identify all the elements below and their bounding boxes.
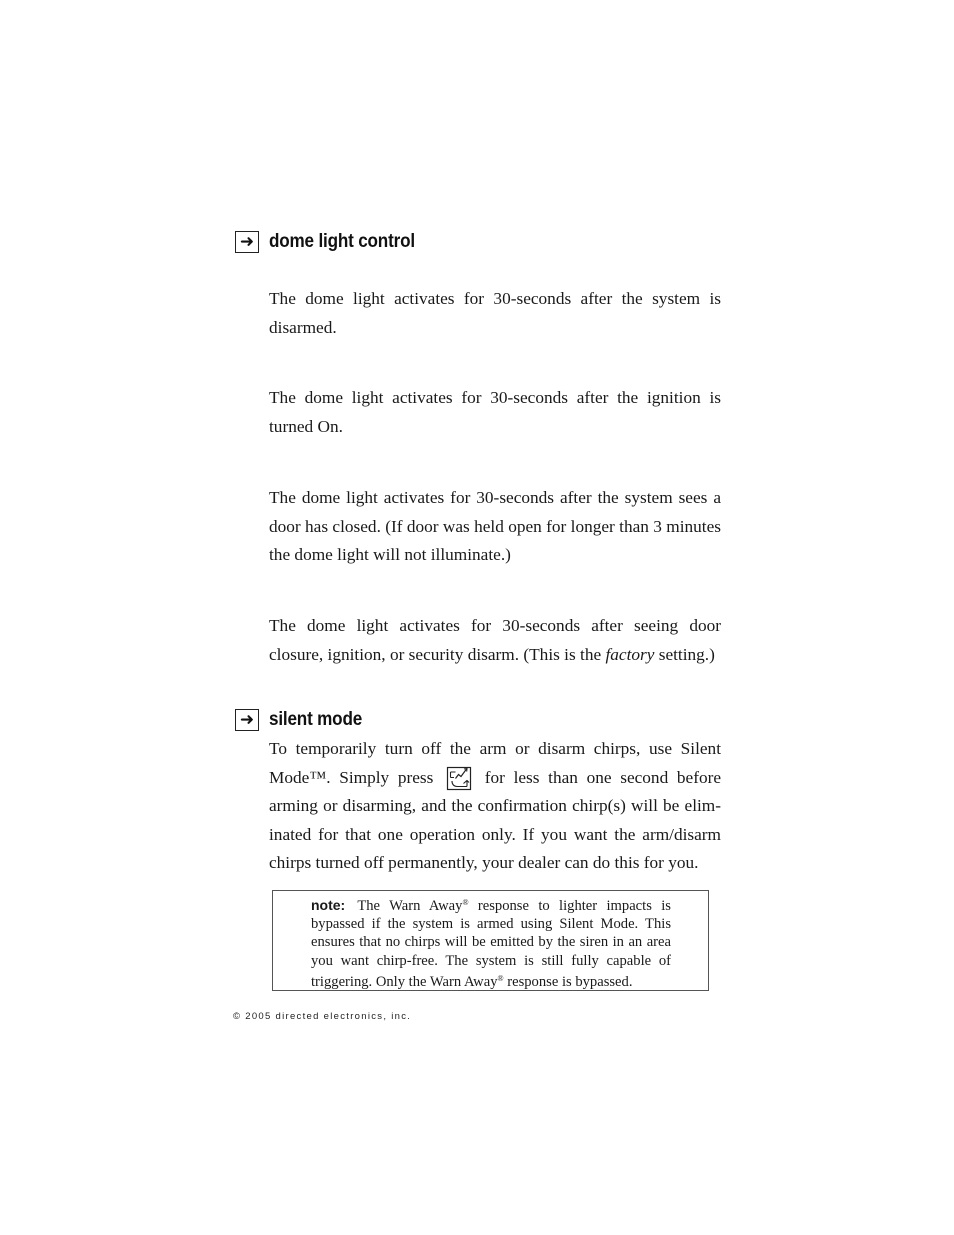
paragraph-4-text-end: setting.) [654, 644, 715, 664]
arrow-right-icon: ➜ [235, 709, 259, 731]
arrow-right-icon: ➜ [235, 231, 259, 253]
note-text-part-3: response is bypassed. [503, 973, 633, 990]
dome-light-paragraph-1: The dome light activates for 30-seconds after the system is disarmed. [269, 289, 721, 337]
remote-button-icon [446, 765, 472, 791]
dome-light-paragraph-4 [269, 612, 721, 669]
paragraph-4-text-start: The dome light activates for 30-seconds after seeing door closure, ignition, or security disarm. (This is the [269, 616, 721, 664]
note-text-part-1: The Warn Away [357, 898, 463, 914]
silent-mode-paragraph [269, 735, 721, 878]
factory-emphasis: factory [605, 644, 655, 664]
note-text [311, 894, 671, 991]
registered-mark: ® [497, 973, 504, 983]
dome-light-heading-text: dome light control [269, 231, 415, 252]
dome-light-heading [235, 229, 431, 255]
registered-mark: ® [462, 898, 469, 907]
note-box [272, 890, 709, 991]
note-text-part-2: response to lighter impacts is bypassed if the system is armed using Silent Mode. This ensures that no chirps will be emitted by the siren in an area you want chirp-free. The system is still fully capable of triggering. Only the Warn Away [311, 898, 671, 990]
note-label: note: [311, 897, 346, 913]
silent-mode-text-end: for less than one second before arming or disarming, and the confirmation chirp(s) will be elim-inated for that one operation only. If you want the arm/disarm chirps turned off permanently, your dealer can do this for you. [269, 767, 722, 872]
dome-light-paragraph-2: The dome light activates for 30-seconds after the ignition is turned On. [269, 388, 721, 436]
silent-mode-text-start: To temporarily turn off the arm or disarm chirps, use Silent Mode™. Simply press [269, 739, 721, 787]
dome-light-paragraph-3: The dome light activates for 30-seconds after the system sees a door has closed. (If door was held open for longer than 3 minutes the dome light will not illuminate.) [269, 488, 721, 564]
silent-mode-heading-text: silent mode [269, 709, 363, 730]
copyright-footer: © 2005 directed electronics, inc. [233, 1011, 412, 1022]
silent-mode-heading [235, 707, 372, 733]
